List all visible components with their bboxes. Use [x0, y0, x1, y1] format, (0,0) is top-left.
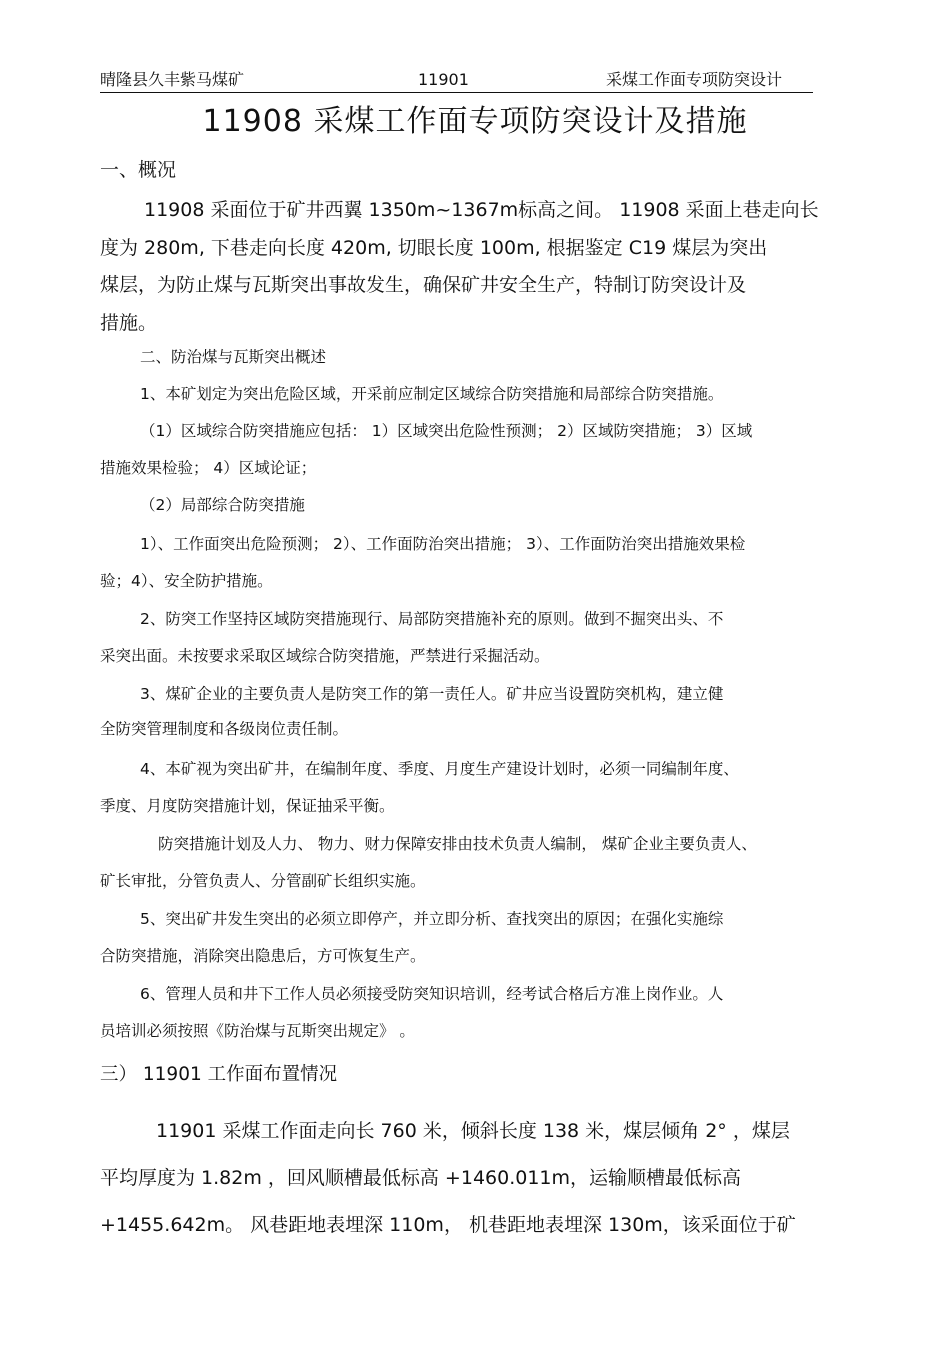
paragraph-line: 4、本矿视为突出矿井，在编制年度、季度、月度生产建设计划时，必须一同编制年度、 [140, 760, 739, 778]
paragraph-line: 验；4）、安全防护措施。 [100, 572, 273, 590]
section1-heading: 一、概况 [100, 159, 177, 181]
paragraph-line: 煤层，为防止煤与瓦斯突出事故发生，确保矿井安全生产，特制订防突设计及 [100, 274, 747, 296]
header-face-number: 11901 [418, 70, 469, 89]
paragraph-line: 矿长审批，分管负责人、分管副矿长组织实施。 [100, 872, 426, 890]
paragraph-line: 2、防突工作坚持区域防突措施现行、局部防突措施补充的原则。做到不掘突出头、不 [140, 610, 724, 628]
paragraph-line: （2）局部综合防突措施 [140, 496, 305, 514]
paragraph-line: 11901 采煤工作面走向长 760 米，倾斜长度 138 米，煤层倾角 2° ，煤层 [156, 1120, 790, 1142]
paragraph-line: （1）区域综合防突措施应包括： 1）区域突出危险性预测； 2）区域防突措施； 3）区域 [140, 422, 753, 440]
paragraph-line: 季度、月度防突措施计划，保证抽采平衡。 [100, 797, 395, 815]
header-doc-type: 采煤工作面专项防突设计 [606, 70, 783, 89]
paragraph-line: 11908 采面位于矿井西翼 1350m~1367m标高之间。 11908 采面上巷走向长 [144, 199, 819, 221]
paragraph-line: 1、本矿划定为突出危险区域，开采前应制定区域综合防突措施和局部综合防突措施。 [140, 385, 724, 403]
page-header [100, 68, 813, 93]
paragraph-line: 措施效果检验； 4）区域论证； [100, 459, 317, 477]
paragraph-line: 员培训必须按照《防治煤与瓦斯突出规定》 。 [100, 1022, 415, 1040]
paragraph-line: 3、煤矿企业的主要负责人是防突工作的第一责任人。矿井应当设置防突机构，建立健 [140, 685, 724, 703]
paragraph-line: 1）、工作面突出危险预测； 2）、工作面防治突出措施； 3）、工作面防治突出措施效果检 [140, 535, 746, 553]
paragraph-line: 采突出面。未按要求采取区域综合防突措施，严禁进行采掘活动。 [100, 647, 550, 665]
paragraph-line: 5、突出矿井发生突出的必须立即停产，并立即分析、查找突出的原因；在强化实施综 [140, 910, 724, 928]
paragraph-line: 措施。 [100, 312, 158, 334]
paragraph-line: 全防突管理制度和各级岗位责任制。 [100, 720, 349, 738]
document-title: 11908 采煤工作面专项防突设计及措施 [202, 104, 748, 139]
paragraph-line: 防突措施计划及人力、 物力、财力保障安排由技术负责人编制， 煤矿企业主要负责人、 [158, 835, 757, 853]
paragraph-line: 6、管理人员和井下工作人员必须接受防突知识培训，经考试合格后方准上岗作业。人 [140, 985, 724, 1003]
section2-heading: 二、防治煤与瓦斯突出概述 [140, 348, 327, 366]
paragraph-line: +1455.642m。 风巷距地表埋深 110m， 机巷距地表埋深 130m，该采面位于矿 [100, 1214, 796, 1236]
paragraph-line: 度为 280m, 下巷走向长度 420m, 切眼长度 100m, 根据鉴定 C19 煤层为突出 [100, 237, 768, 259]
paragraph-line: 平均厚度为 1.82m ，回风顺槽最低标高 +1460.011m，运输顺槽最低标高 [100, 1167, 742, 1189]
section3-heading: 三） 11901 工作面布置情况 [100, 1064, 338, 1085]
header-mine-name: 晴隆县久丰紫马煤矿 [100, 70, 245, 89]
paragraph-line: 合防突措施，消除突出隐患后，方可恢复生产。 [100, 947, 426, 965]
